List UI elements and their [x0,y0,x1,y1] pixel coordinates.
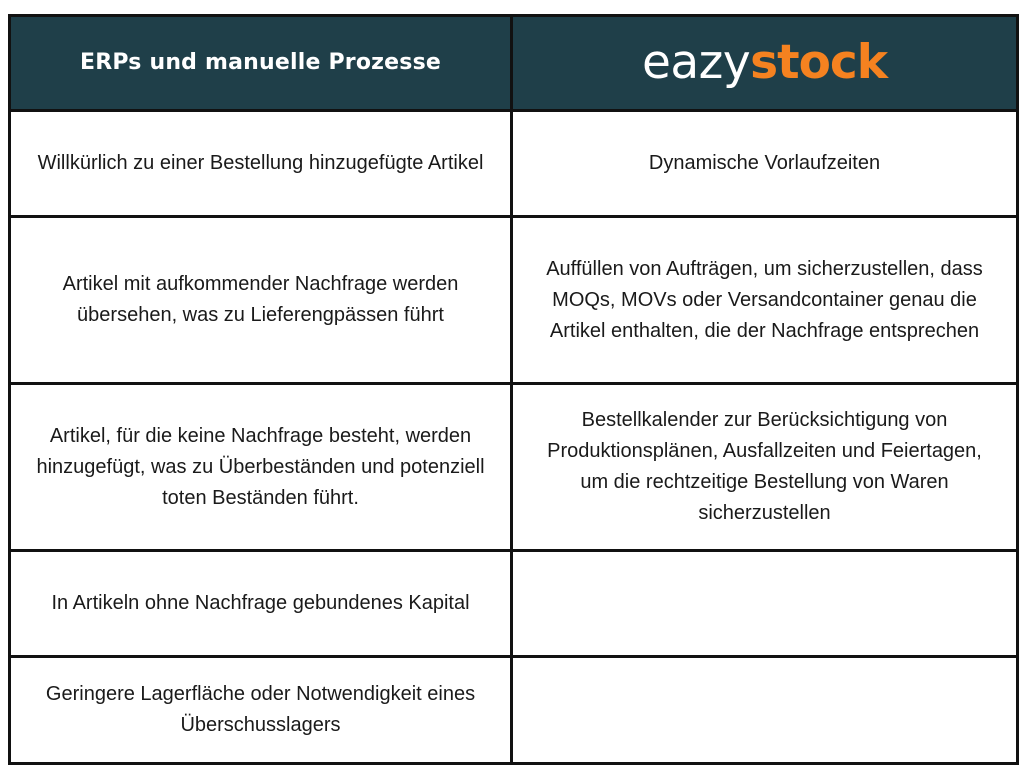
table-header-row [10,16,1018,111]
table-cell-erp [10,551,512,657]
logo-text-stock: stock [750,35,888,90]
cell-text: Dynamische Vorlaufzeiten [648,152,881,174]
table-cell-eazystock [512,657,1018,764]
cell-text: Geringere Lagerfläche oder Notwendigkeit eines Überschusslagers [45,683,476,736]
logo-text-eazy: eazy [641,35,751,90]
table-cell-eazystock [512,384,1018,551]
table-row [10,217,1018,384]
table-cell-eazystock [512,217,1018,384]
table-row [10,657,1018,764]
eazystock-logo [641,35,888,90]
table-cell-erp [10,384,512,551]
table-cell-erp [10,217,512,384]
cell-text: Willkürlich zu einer Bestellung hinzugefügte Artikel [37,152,484,174]
header-cell-eazystock [512,16,1018,111]
cell-text: In Artikeln ohne Nachfrage gebundenes Kapital [51,592,470,614]
comparison-table [8,14,1019,765]
cell-text: Artikel, für die keine Nachfrage besteht, werden hinzugefügt, was zu Überbeständen und potenziell toten Beständen führt. [36,424,485,509]
cell-text: Artikel mit aufkommender Nachfrage werden übersehen, was zu Lieferengpässen führt [62,273,459,326]
table-row [10,551,1018,657]
table-row [10,111,1018,217]
header-cell-erp [10,16,512,111]
cell-text: Bestellkalender zur Berücksichtigung von Produktionsplänen, Ausfallzeiten und Feiertagen, um die rechtzeitige Bestellung von Waren sicherzustellen [547,409,982,524]
table-row [10,384,1018,551]
table-cell-erp [10,111,512,217]
table-cell-erp [10,657,512,764]
table-cell-eazystock [512,111,1018,217]
table-cell-eazystock [512,551,1018,657]
header-title-erp: ERPs und manuelle Prozesse [80,50,441,75]
cell-text: Auffüllen von Aufträgen, um sicherzustellen, dass MOQs, MOVs oder Versandcontainer genau die Artikel enthalten, die der Nachfrage entsprechen [546,257,983,342]
